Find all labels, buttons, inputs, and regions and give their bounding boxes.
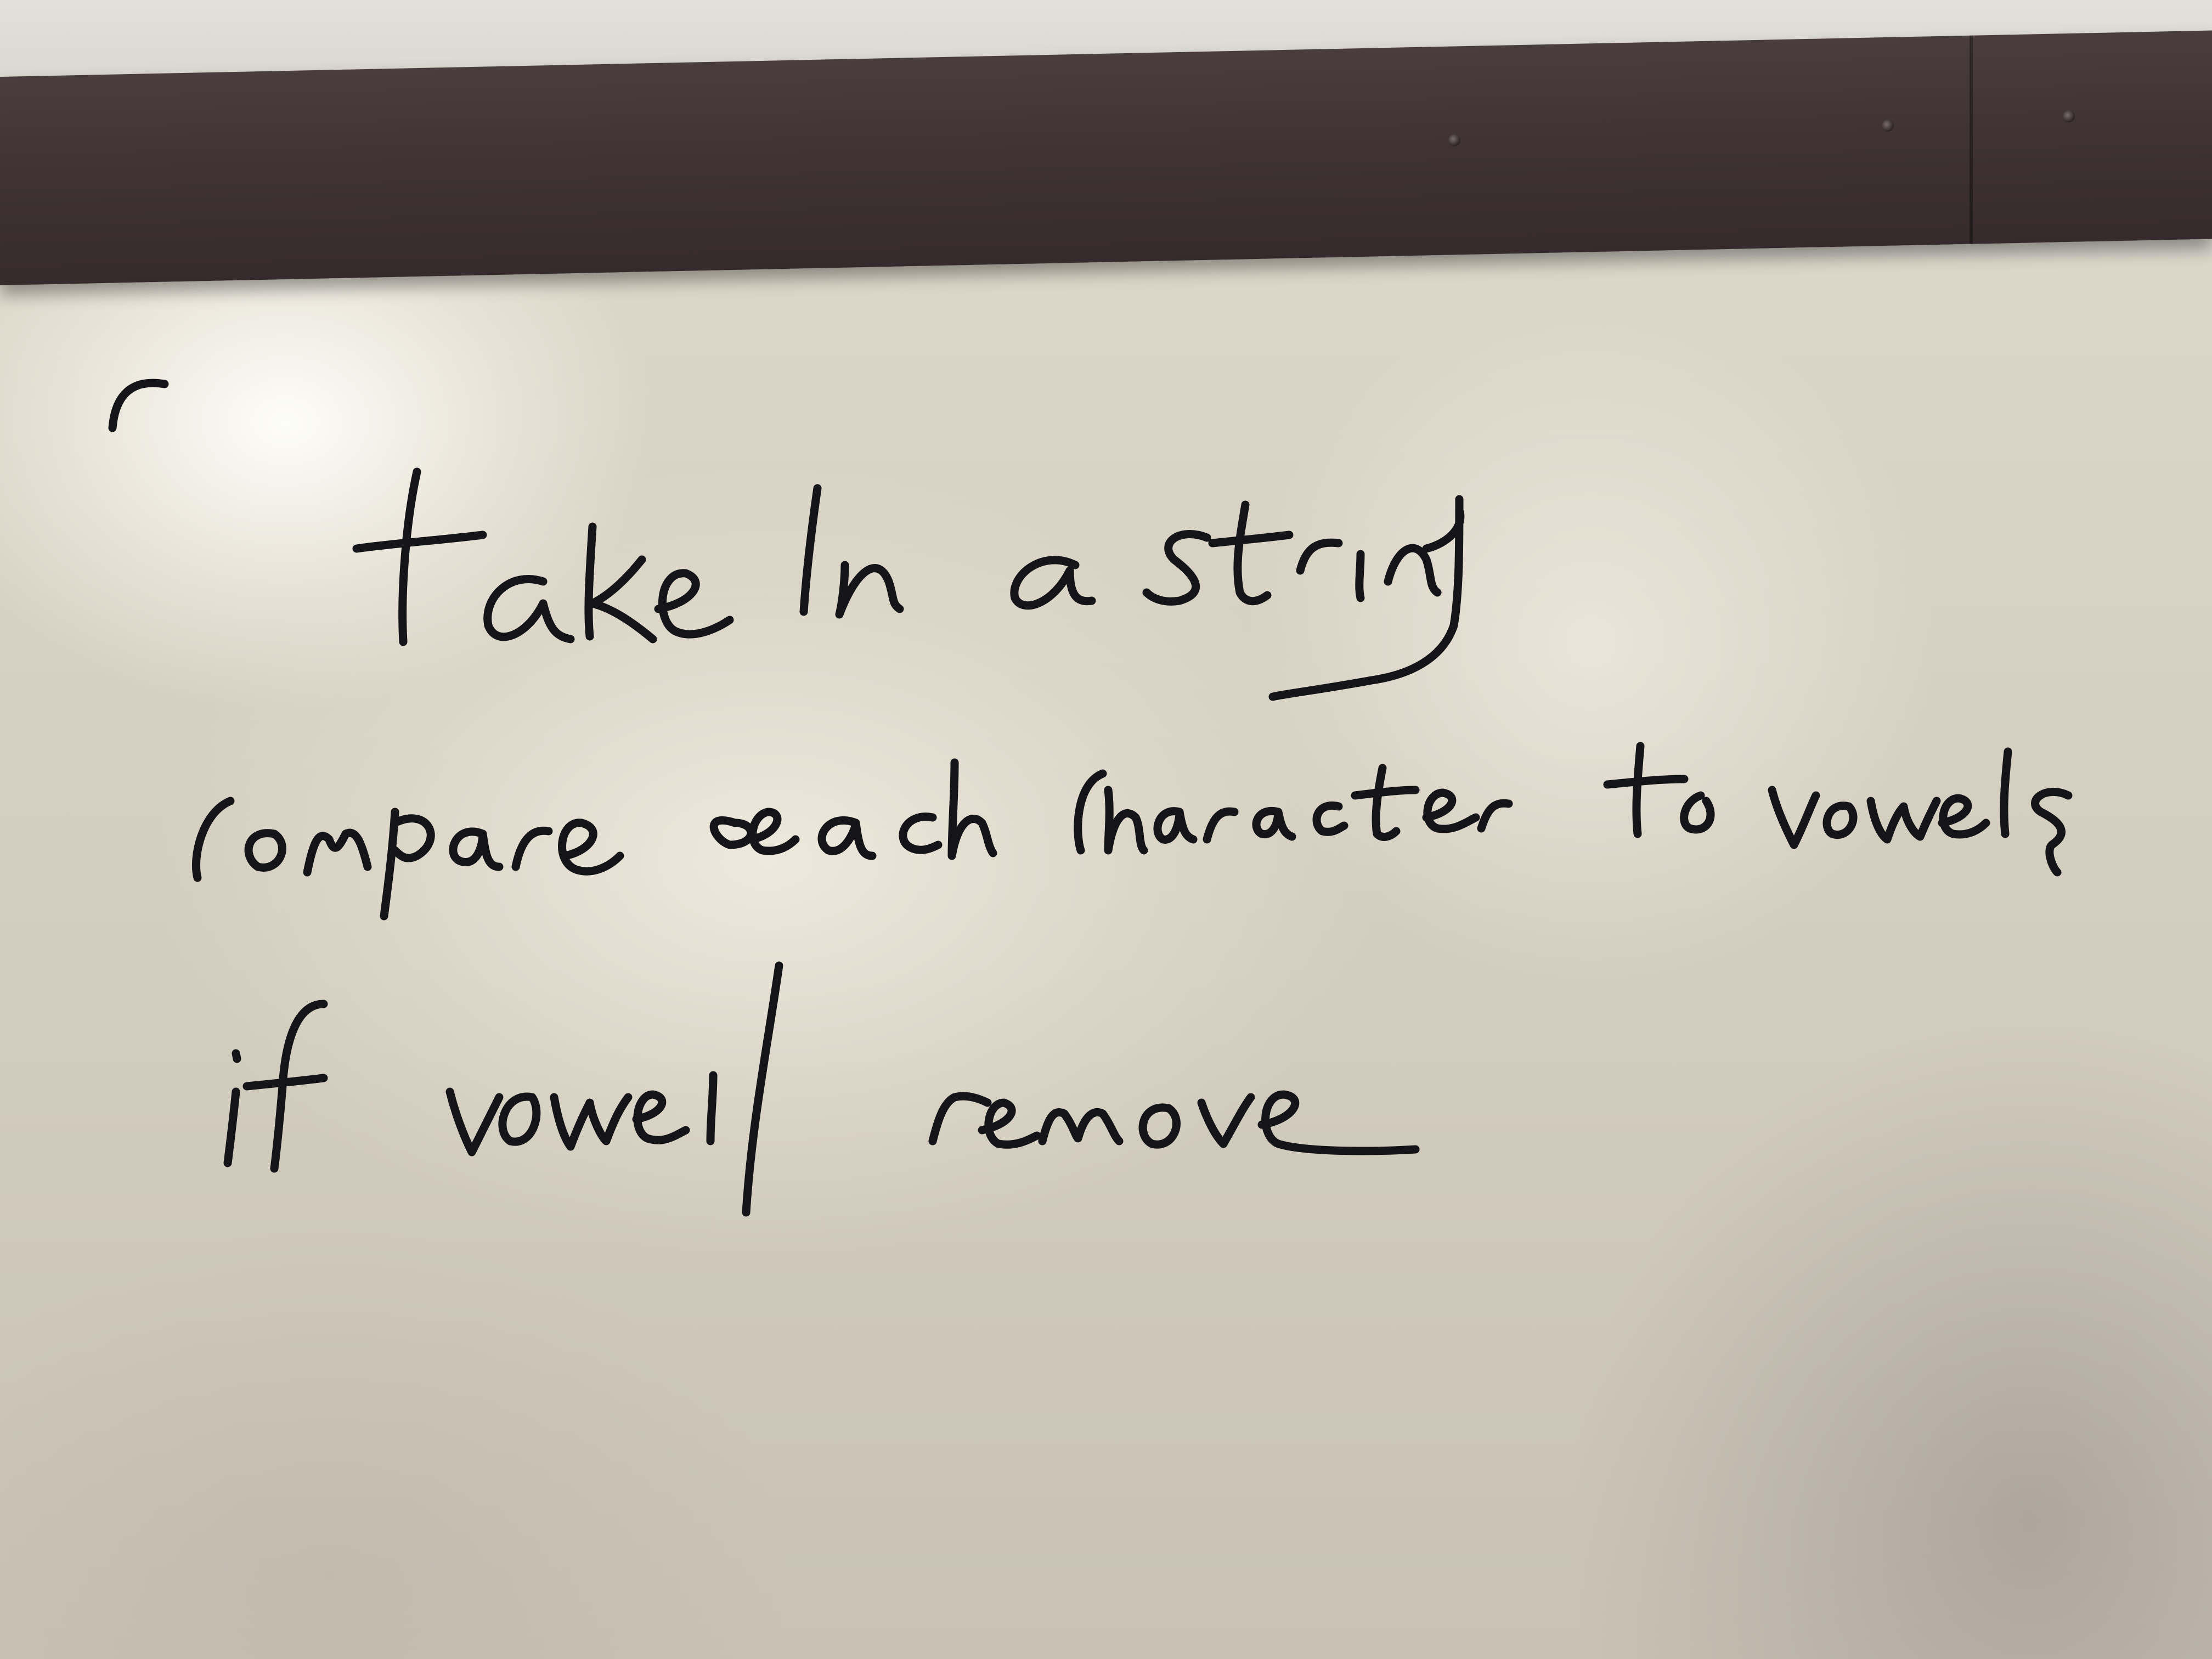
note-line-3 (228, 966, 1415, 1212)
note-line-1 (357, 472, 1460, 697)
note-line-2 (196, 746, 2069, 916)
stray-marker-mark (112, 383, 165, 428)
